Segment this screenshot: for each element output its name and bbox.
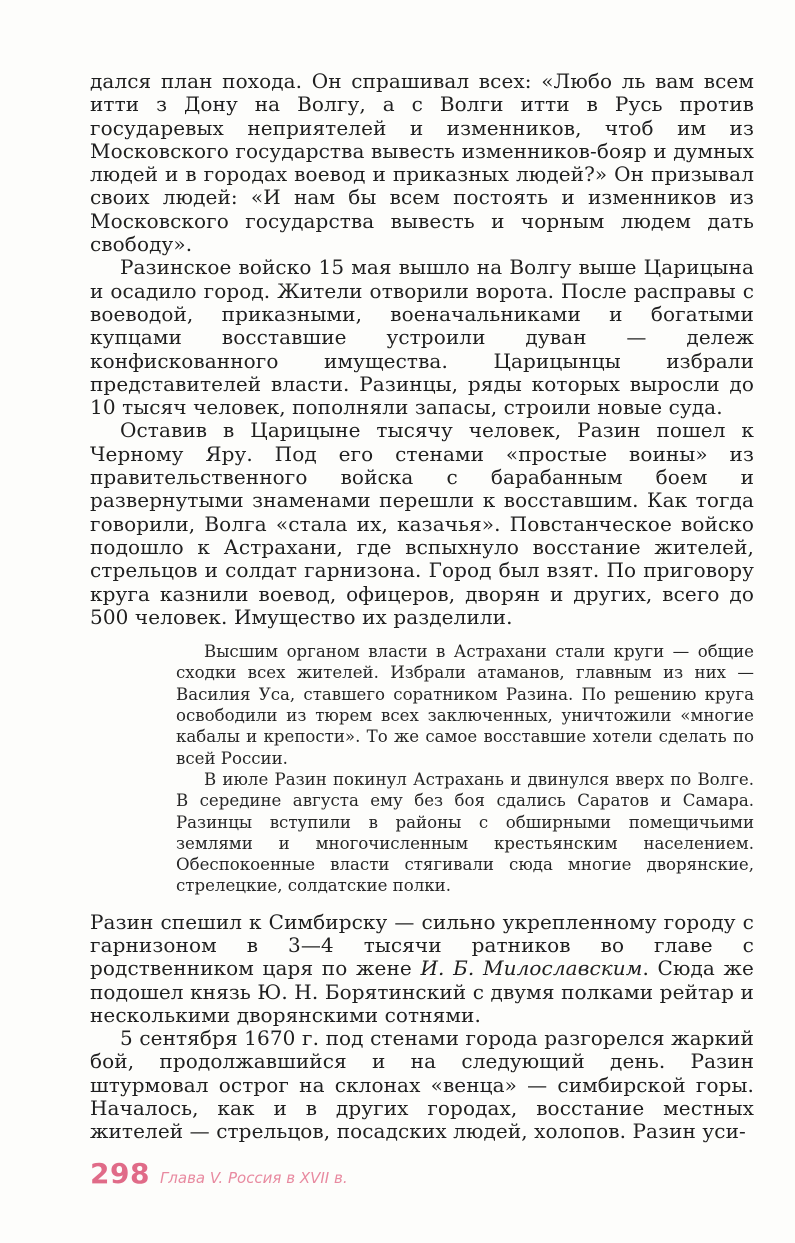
running-head: Глава V. Россия в XVII в. (159, 1169, 348, 1187)
paragraph-simbirsk (90, 911, 754, 1027)
small-print-block (176, 641, 754, 897)
paragraph-astrakhan: Оставив в Царицыне тысячу человек, Разин пошел к Черному Яру. Под его стенами «простые воины» из правительственного войска с барабанным боем и развернутыми знаменами перешли к восставшим. Как тогда говорили, Волга «стала их, казачья». Повстанческое войско подошло к Астрахани, где вспыхнуло восстание жителей, стрельцов и солдат гарнизона. Город был взят. По приговору круга казнили воевод, офицеров, дворян и других, всего до 500 человек. Имущество их разделили. (90, 418, 754, 629)
paragraph-battle: 5 сентября 1670 г. под стенами города разгорелся жаркий бой, продолжавшийся и на следующий день. Разин штурмовал острог на склонах «венца» — симбирской горы. Началось, как и в других городах, восстание местных жителей — стрельцов, посадских людей, холопов. Разин уси- (90, 1026, 754, 1144)
miloslavsky-name: И. Б. Милославским (420, 956, 643, 981)
paragraph-plan: дался план похода. Он спрашивал всех: «Любо ль вам всем итти з Дону на Волгу, а с Волги итти в Русь против государевых неприятелей и изменников, чтоб им из Московского государства вывесть изменников-бояр и думных людей и в городах воевод и приказных людей?» Он призывал своих людей: «И нам бы всем постоять и изменников из Московского государства вывесть и чорным людем дать свободу». (90, 69, 754, 257)
small-paragraph-circles: Высшим органом власти в Астрахани стали круги — общие сходки всех жителей. Избрали атаманов, главным из них — Василия Уса, ставшего соратником Разина. По решению круга освободили из тюрем всех заключенных, уничтожили «многие кабалы и крепости». То же самое восставшие хотели сделать по всей России. (176, 642, 754, 768)
main-text (90, 70, 754, 1144)
page-footer (90, 1157, 348, 1190)
simbirsk-text-start: Разин спешил к Симбирску — сильно укрепленному городу с гарнизоном в 3—4 тысячи ратников во главе с родственником царя по жене (90, 909, 754, 981)
small-paragraph-volga: В июле Разин покинул Астрахань и двинулся вверх по Волге. В середине августа ему без боя сдались Саратов и Самара. Разинцы вступили в районы с обширными помещичьими землями и многочисленным крестьянским населением. Обеспокоенные власти стягивали сюда многие дворянские, стрелецкие, солдатские полки. (176, 769, 754, 896)
page-number: 298 (90, 1157, 150, 1190)
simbirsk-text-end: . Сюда же подошел князь Ю. Н. Борятинский с двумя полками рейтар и несколькими дворянскими сотнями. (90, 956, 754, 1027)
paragraph-tsaritsyn: Разинское войско 15 мая вышло на Волгу выше Царицына и осадило город. Жители отворили ворота. После расправы с воеводой, приказными, военачальниками и богатыми купцами восставшие устроили дуван — дележ конфискованного имущества. Царицынцы избрали представителей власти. Разинцы, ряды которых выросли до 10 тысяч человек, пополняли запасы, строили новые суда. (90, 255, 754, 420)
